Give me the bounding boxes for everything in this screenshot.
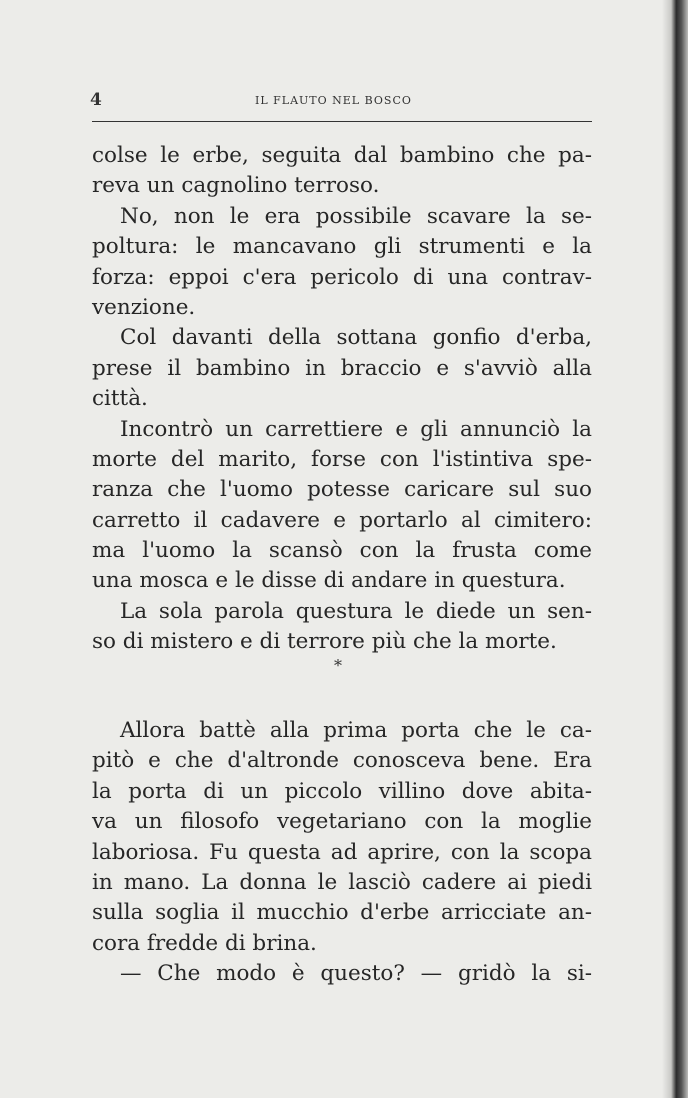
text-line: una mosca e le disse di andare in questura. bbox=[92, 568, 566, 594]
text-line: pitò e che d'altronde conosceva bene. Era bbox=[92, 748, 592, 774]
page-header bbox=[90, 90, 590, 116]
text-line: Allora battè alla prima porta che le ca- bbox=[120, 718, 592, 743]
text-line: città. bbox=[92, 386, 148, 412]
text-line: venzione. bbox=[92, 294, 196, 320]
text-line: La sola parola questura le diede un sen- bbox=[120, 598, 592, 624]
running-title: IL FLAUTO NEL BOSCO bbox=[255, 94, 412, 107]
text-line: ranza che l'uomo potesse caricare sul suo bbox=[92, 477, 592, 503]
text-line: morte del marito, forse con l'istintiva spe- bbox=[92, 446, 592, 472]
text-line: la porta di un piccolo villino dove abita- bbox=[92, 778, 592, 804]
text-line: prese il bambino in braccio e s'avviò alla bbox=[92, 355, 592, 381]
text-line: carretto il cadavere e portarlo al cimitero: bbox=[92, 507, 592, 533]
text-line: — Che modo è questo? — gridò la si- bbox=[120, 961, 592, 987]
text-line: laboriosa. Fu questa ad aprire, con la scopa bbox=[92, 839, 592, 865]
text-line: reva un cagnolino terroso. bbox=[92, 173, 380, 199]
text-section-2 bbox=[92, 716, 592, 990]
section-separator-asterisk: * bbox=[334, 656, 342, 675]
header-rule bbox=[92, 121, 592, 122]
page-binding-edge bbox=[662, 0, 688, 1098]
text-line: cora fredde di brina. bbox=[92, 930, 317, 956]
text-line: Incontrò un carrettiere e gli annunciò la bbox=[120, 416, 592, 442]
text-line: ma l'uomo la scansò con la frusta come bbox=[92, 538, 592, 564]
text-line: sulla soglia il mucchio d'erbe arricciate an- bbox=[92, 900, 592, 926]
text-section-1 bbox=[92, 141, 592, 658]
text-line: Col davanti della sottana gonfio d'erba, bbox=[120, 325, 592, 351]
text-line: va un filosofo vegetariano con la moglie bbox=[92, 809, 592, 835]
text-line: No, non le era possibile scavare la se- bbox=[120, 203, 592, 229]
text-line: so di mistero e di terrore più che la morte. bbox=[92, 629, 557, 655]
page-number: 4 bbox=[90, 90, 102, 110]
text-line: forza: eppoi c'era pericolo di una contrav- bbox=[92, 264, 592, 290]
text-line: poltura: le mancavano gli strumenti e la bbox=[92, 234, 592, 260]
text-line: in mano. La donna le lasciò cadere ai piedi bbox=[92, 869, 592, 895]
text-line: colse le erbe, seguita dal bambino che pa- bbox=[92, 143, 592, 168]
